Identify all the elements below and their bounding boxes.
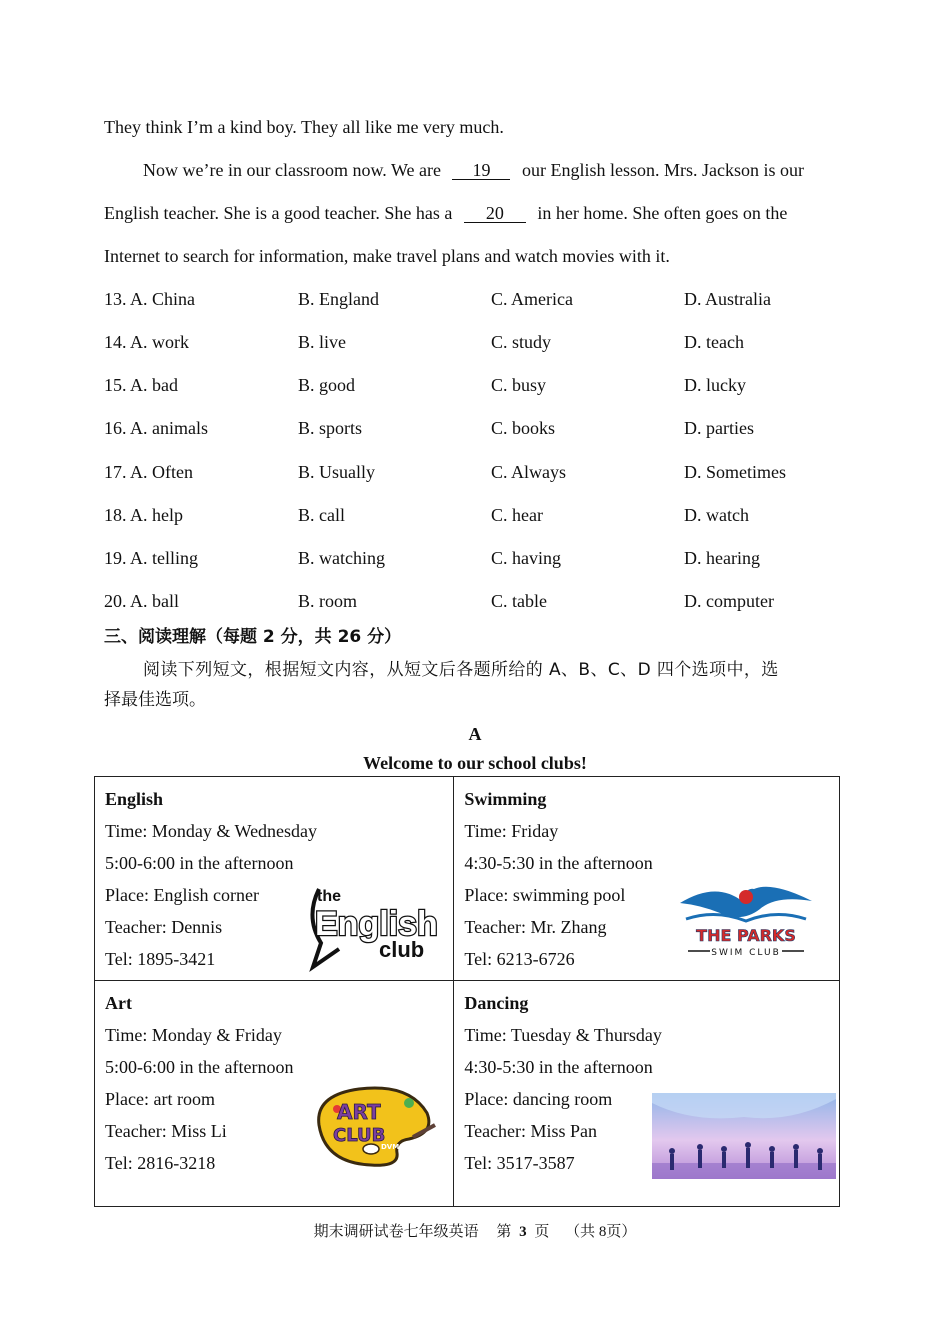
page-number: 3 [519, 1224, 527, 1240]
option-15-b: B. good [298, 375, 356, 395]
club-time: Time: Friday [464, 821, 559, 841]
logo-text-dvms: DVMS [381, 1143, 405, 1151]
option-14-b: B. live [298, 332, 346, 352]
page-total: （共 8页） [565, 1224, 637, 1240]
club-hours: 5:00-6:00 in the afternoon [105, 853, 294, 873]
logo-text-parks: THE PARKS [696, 926, 797, 945]
club-tel: Tel: 3517-3587 [464, 1153, 575, 1173]
english-club-logo [299, 877, 439, 973]
option-20-a: 20. A. ball [104, 591, 179, 611]
option-17-b: B. Usually [298, 462, 376, 482]
option-14-c: C. study [491, 332, 552, 352]
footer-title: 期末调研试卷七年级英语 [313, 1224, 479, 1240]
club-hours: 4:30-5:30 in the afternoon [464, 853, 653, 873]
club-hours: 4:30-5:30 in the afternoon [464, 1057, 653, 1077]
club-tel: Tel: 6213-6726 [464, 949, 575, 969]
blank-19: 19 [452, 161, 510, 180]
club-time: Time: Monday & Friday [105, 1025, 282, 1045]
logo-text-english: English [315, 905, 438, 943]
section-heading: 三、阅读理解（每题 2 分，共 26 分） [104, 627, 402, 647]
option-17-d: D. Sometimes [684, 462, 786, 482]
club-cell-dancing [454, 981, 840, 1207]
club-name: Dancing [464, 993, 529, 1013]
dancing-image [652, 1093, 836, 1179]
option-15-d: D. lucky [684, 375, 746, 395]
club-name: Art [105, 993, 132, 1013]
club-time: Time: Monday & Wednesday [105, 821, 318, 841]
instruction-line: 阅读下列短文，根据短文内容，从短文后各题所给的 A、B、C、D 四个选项中，选 [143, 660, 779, 680]
club-name: English [105, 789, 164, 809]
club-teacher: Teacher: Dennis [105, 917, 223, 937]
option-18-b: B. call [298, 505, 345, 525]
option-19-d: D. hearing [684, 548, 760, 568]
option-18-c: C. hear [491, 505, 543, 525]
passage-line: They think I’m a kind boy. They all like me very much. [104, 117, 504, 137]
art-club-logo [309, 1079, 439, 1169]
option-19-b: B. watching [298, 548, 385, 568]
passage-letter: A [468, 724, 482, 744]
option-18-a: 18. A. help [104, 505, 183, 525]
club-cell-art [95, 981, 454, 1207]
option-13-a: 13. A. China [104, 289, 196, 309]
club-place: Place: dancing room [464, 1089, 613, 1109]
club-cell-english [95, 777, 454, 981]
passage-line: Internet to search for information, make travel plans and watch movies with it. [104, 246, 670, 266]
page-footer: 期末调研试卷七年级英语 第 3 页 （共 8页） [313, 1224, 637, 1240]
option-16-c: C. books [491, 418, 556, 438]
club-name: Swimming [464, 789, 547, 809]
clubs-table [94, 776, 840, 1207]
passage-line: English teacher. She is a good teacher. She has a 20 in her home. She often goes on the [104, 203, 788, 223]
option-13-c: C. America [491, 289, 573, 309]
club-hours: 5:00-6:00 in the afternoon [105, 1057, 294, 1077]
club-time: Time: Tuesday & Thursday [464, 1025, 662, 1045]
passage-title: Welcome to our school clubs! [363, 753, 587, 773]
option-15-a: 15. A. bad [104, 375, 178, 395]
club-teacher: Teacher: Miss Pan [464, 1121, 598, 1141]
logo-text-swim: SWIM CLUB [711, 948, 782, 958]
instruction-line: 择最佳选项。 [104, 690, 206, 710]
logo-text-club: CLUB [333, 1125, 386, 1146]
option-20-d: D. computer [684, 591, 774, 611]
option-18-d: D. watch [684, 505, 749, 525]
club-place: Place: art room [105, 1089, 215, 1109]
option-17-a: 17. A. Often [104, 462, 193, 482]
club-place: Place: swimming pool [464, 885, 626, 905]
option-14-a: 14. A. work [104, 332, 189, 352]
option-17-c: C. Always [491, 462, 567, 482]
club-tel: Tel: 2816-3218 [105, 1153, 216, 1173]
logo-text-club: club [379, 937, 425, 962]
logo-text-the: the [317, 888, 341, 905]
option-19-a: 19. A. telling [104, 548, 198, 568]
passage-line: Now we’re in our classroom now. We are 19 our English lesson. Mrs. Jackson is our [143, 160, 804, 180]
option-13-b: B. England [298, 289, 379, 309]
club-tel: Tel: 1895-3421 [105, 949, 216, 969]
option-16-a: 16. A. animals [104, 418, 208, 438]
option-19-c: C. having [491, 548, 561, 568]
swim-club-logo [676, 883, 816, 959]
logo-text-art: ART [337, 1100, 381, 1124]
option-20-b: B. room [298, 591, 358, 611]
option-15-c: C. busy [491, 375, 547, 395]
option-16-d: D. parties [684, 418, 754, 438]
option-20-c: C. table [491, 591, 547, 611]
option-16-b: B. sports [298, 418, 363, 438]
blank-20: 20 [464, 204, 526, 223]
club-cell-swimming [454, 777, 840, 981]
option-14-d: D. teach [684, 332, 744, 352]
club-teacher: Teacher: Miss Li [105, 1121, 227, 1141]
club-place: Place: English corner [105, 885, 259, 905]
option-13-d: D. Australia [684, 289, 771, 309]
club-teacher: Teacher: Mr. Zhang [464, 917, 607, 937]
